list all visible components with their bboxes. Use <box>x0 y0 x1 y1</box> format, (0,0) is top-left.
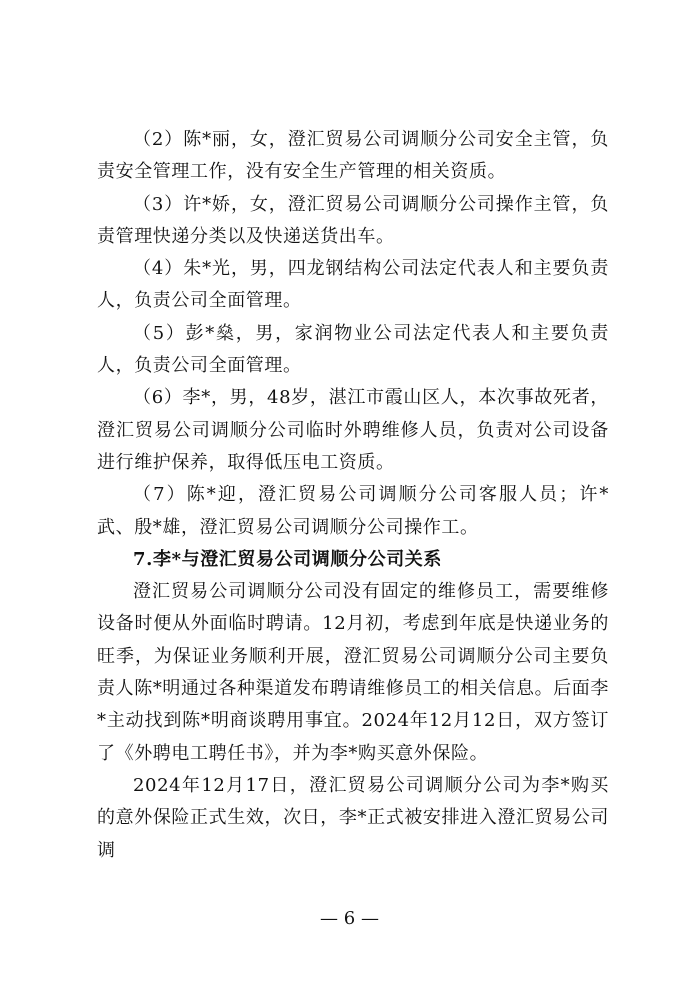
paragraph-insurance: 2024年12月17日，澄汇贸易公司调顺分公司为李*购买的意外保险正式生效，次日，李*正式被安排进入澄汇贸易公司调 <box>97 774 609 861</box>
paragraph-person-6: （6）李*，男，48岁，湛江市霞山区人，本次事故死者，澄汇贸易公司调顺分公司临时外聘维修人员，负责对公司设备进行维护保养，取得低压电工资质。 <box>97 387 609 473</box>
paragraph-person-2: （2）陈*丽，女，澄汇贸易公司调顺分公司安全主管，负责安全管理工作，没有安全生产管理的相关资质。 <box>97 129 609 183</box>
paragraph-person-4: （4）朱*光，男，四龙钢结构公司法定代表人和主要负责人，负责公司全面管理。 <box>97 258 609 312</box>
paragraph-person-7: （7）陈*迎，澄汇贸易公司调顺分公司客服人员；许*武、殷*雄，澄汇贸易公司调顺分公司操作工。 <box>97 484 609 538</box>
paragraph-employment: 澄汇贸易公司调顺分公司没有固定的维修员工，需要维修设备时便从外面临时聘请。12月初，考虑到年底是快递业务的旺季，为保证业务顺利开展，澄汇贸易公司调顺分公司主要负责人陈*明通过各种渠道发布聘请维修员工的相关信息。后面李*主动找到陈*明商谈聘用事宜。2024年12月12日，双方签订了《外聘电工聘任书》，并为李*购买意外保险。 <box>97 581 609 764</box>
paragraph-person-5: （5）彭*燊，男，家润物业公司法定代表人和主要负责人，负责公司全面管理。 <box>97 322 609 377</box>
section-heading: 7.李*与澄汇贸易公司调顺分公司关系 <box>133 548 443 570</box>
document-body <box>97 124 609 867</box>
page-number: — 6 — <box>320 908 379 929</box>
paragraph-person-3: （3）许*娇，女，澄汇贸易公司调顺分公司操作主管，负责管理快递分类以及快递送货出车。 <box>97 193 609 247</box>
